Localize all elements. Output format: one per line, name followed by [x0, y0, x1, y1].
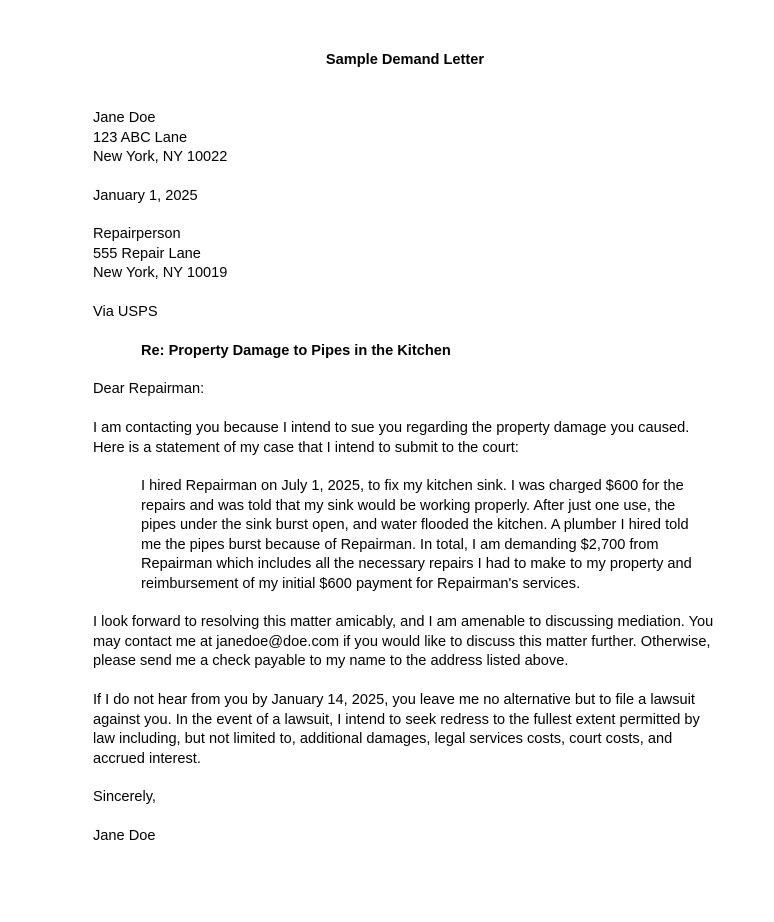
closing	[93, 788, 733, 808]
sender-street: 123 ABC Lane	[93, 129, 188, 146]
salutation	[93, 380, 733, 400]
paragraph-line: reimbursement of my initial $600 payment for Repairman's services.	[141, 575, 581, 592]
sender-address	[93, 109, 733, 168]
paragraph-line: accrued interest.	[93, 750, 201, 767]
paragraph-line: repairs and was told that my sink would be working properly. After just one use, the	[141, 497, 676, 514]
recipient-street: 555 Repair Lane	[93, 245, 201, 262]
sender-name: Jane Doe	[93, 110, 156, 126]
intro-paragraph	[93, 419, 733, 458]
date-text: January 1, 2025	[93, 188, 198, 204]
paragraph-line: Repairman which includes all the necessary repairs I had to make to my property and	[141, 556, 692, 572]
recipient-city-state-zip: New York, NY 10019	[93, 265, 228, 281]
paragraph-line: I hired Repairman on July 1, 2025, to fix my kitchen sink. I was charged $600 for the	[141, 478, 684, 494]
paragraph-line: law including, but not limited to, additional damages, legal services costs, court costs, and	[93, 731, 673, 747]
signature	[93, 827, 733, 847]
delivery-method	[93, 303, 733, 323]
recipient-name: Repairperson	[93, 226, 181, 242]
paragraph-line: If I do not hear from you by January 14, 2025, you leave me no alternative but to file a lawsuit	[93, 692, 695, 708]
statement-of-case-block	[141, 477, 721, 594]
sender-city-state-zip: New York, NY 10022	[93, 149, 228, 165]
deadline-paragraph	[93, 691, 733, 769]
paragraph-line: may contact me at janedoe@doe.com if you would like to discuss this matter further. Otherwise,	[93, 633, 711, 650]
paragraph-line: pipes under the sink burst open, and water flooded the kitchen. A plumber I hired told	[141, 517, 689, 533]
paragraph-line: please send me a check payable to my name to the address listed above.	[93, 653, 569, 669]
resolution-paragraph	[93, 613, 733, 672]
subject-line: Re: Property Damage to Pipes in the Kitchen	[141, 343, 451, 359]
recipient-address	[93, 225, 733, 284]
letter-date	[93, 187, 733, 207]
salutation-text: Dear Repairman:	[93, 381, 205, 397]
paragraph-line: I look forward to resolving this matter amicably, and I am amenable to discussing mediation. You	[93, 614, 714, 630]
paragraph-line: me the pipes burst because of Repairman. In total, I am demanding $2,700 from	[141, 536, 659, 553]
paragraph-line: against you. In the event of a lawsuit, I intend to seek redress to the fullest extent permitted by	[93, 711, 700, 728]
document-title: Sample Demand Letter	[325, 52, 485, 68]
paragraph-line: I am contacting you because I intend to sue you regarding the property damage you caused.	[93, 420, 690, 436]
delivery-method-text: Via USPS	[93, 304, 158, 320]
closing-text: Sincerely,	[93, 789, 156, 805]
paragraph-line: Here is a statement of my case that I intend to submit to the court:	[93, 439, 519, 456]
signature-name: Jane Doe	[93, 828, 156, 844]
